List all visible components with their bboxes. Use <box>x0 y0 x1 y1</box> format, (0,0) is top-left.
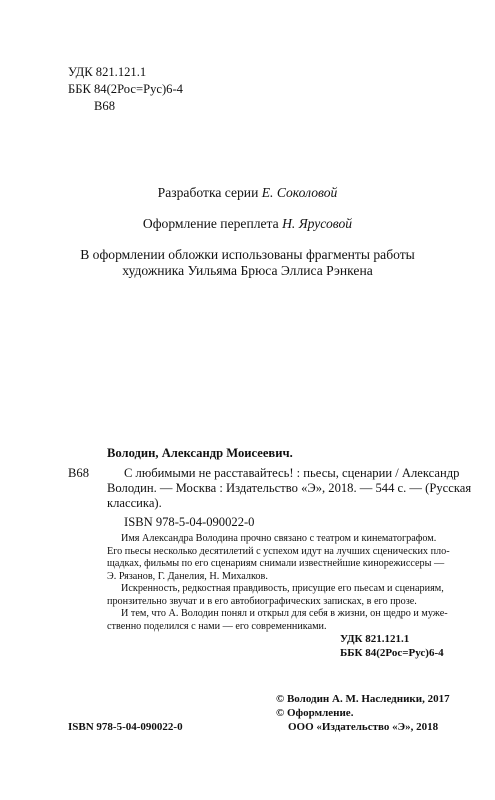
cover-credit-prefix: Оформление переплета <box>142 216 283 231</box>
bottom-isbn: ISBN 978-5-04-090022-0 <box>68 721 183 733</box>
copyright-line-3: ООО «Издательство «Э», 2018 <box>288 721 439 733</box>
cover-art-credit-line-1: В оформлении обложки использованы фрагменты работы <box>80 247 415 262</box>
bbk-code: ББК 84(2Рос=Рус)6-4 <box>68 82 183 96</box>
series-credit-prefix: Разработка серии <box>157 185 262 200</box>
catalog-author-mark: В68 <box>68 466 89 480</box>
catalog-isbn: ISBN 978-5-04-090022-0 <box>124 515 255 529</box>
series-credit-name: Е. Соколовой <box>261 185 338 200</box>
annotation-line: пронзительно звучат и в его автобиографических записках, в его прозе. <box>107 595 417 607</box>
cover-credit-name: Н. Ярусовой <box>282 216 353 231</box>
footer-udk-code: УДК 821.121.1 <box>340 633 410 645</box>
copyright-line-2: © Оформление. <box>276 707 354 719</box>
annotation-line: И тем, что А. Володин понял и открыл для себя в жизни, он щедро и муже- <box>121 608 448 619</box>
annotation-line: Его пьесы несколько десятилетий с успехом идут на лучших сценических пло- <box>107 545 450 557</box>
copyright-line-1: © Володин А. М. Наследники, 2017 <box>276 693 450 705</box>
annotation-line: Искренность, редкостная правдивость, присущие его пьесам и сценариям, <box>121 583 444 594</box>
annotation-line: ственно поделился с нами — его современниками. <box>107 620 327 632</box>
annotation-line: щадках, фильмы по его сценариям снимали известнейшие кинорежиссеры — <box>107 558 445 569</box>
cover-credit <box>0 216 495 232</box>
catalog-record-line-2: Володин. — Москва : Издательство «Э», 2018. — 544 с. — (Русская <box>107 481 472 495</box>
annotation-line: Э. Рязанов, Г. Данелия, Н. Михалков. <box>107 570 268 582</box>
cover-art-credit-line-2: художника Уильяма Брюса Эллиса Рэнкена <box>122 263 373 278</box>
author-mark: В68 <box>94 99 115 113</box>
annotation-line: Имя Александра Володина прочно связано с театром и кинематографом. <box>121 533 437 544</box>
series-credit <box>0 185 495 201</box>
catalog-record-line-3: классика). <box>107 496 162 510</box>
udk-code: УДК 821.121.1 <box>68 65 147 79</box>
annotation <box>107 533 450 633</box>
footer-bbk-code: ББК 84(2Рос=Рус)6-4 <box>340 647 444 659</box>
catalog-record-line-1: С любимыми не расставайтесь! : пьесы, сценарии / Александр <box>124 466 460 480</box>
catalog-author-heading: Володин, Александр Моисеевич. <box>107 446 293 460</box>
